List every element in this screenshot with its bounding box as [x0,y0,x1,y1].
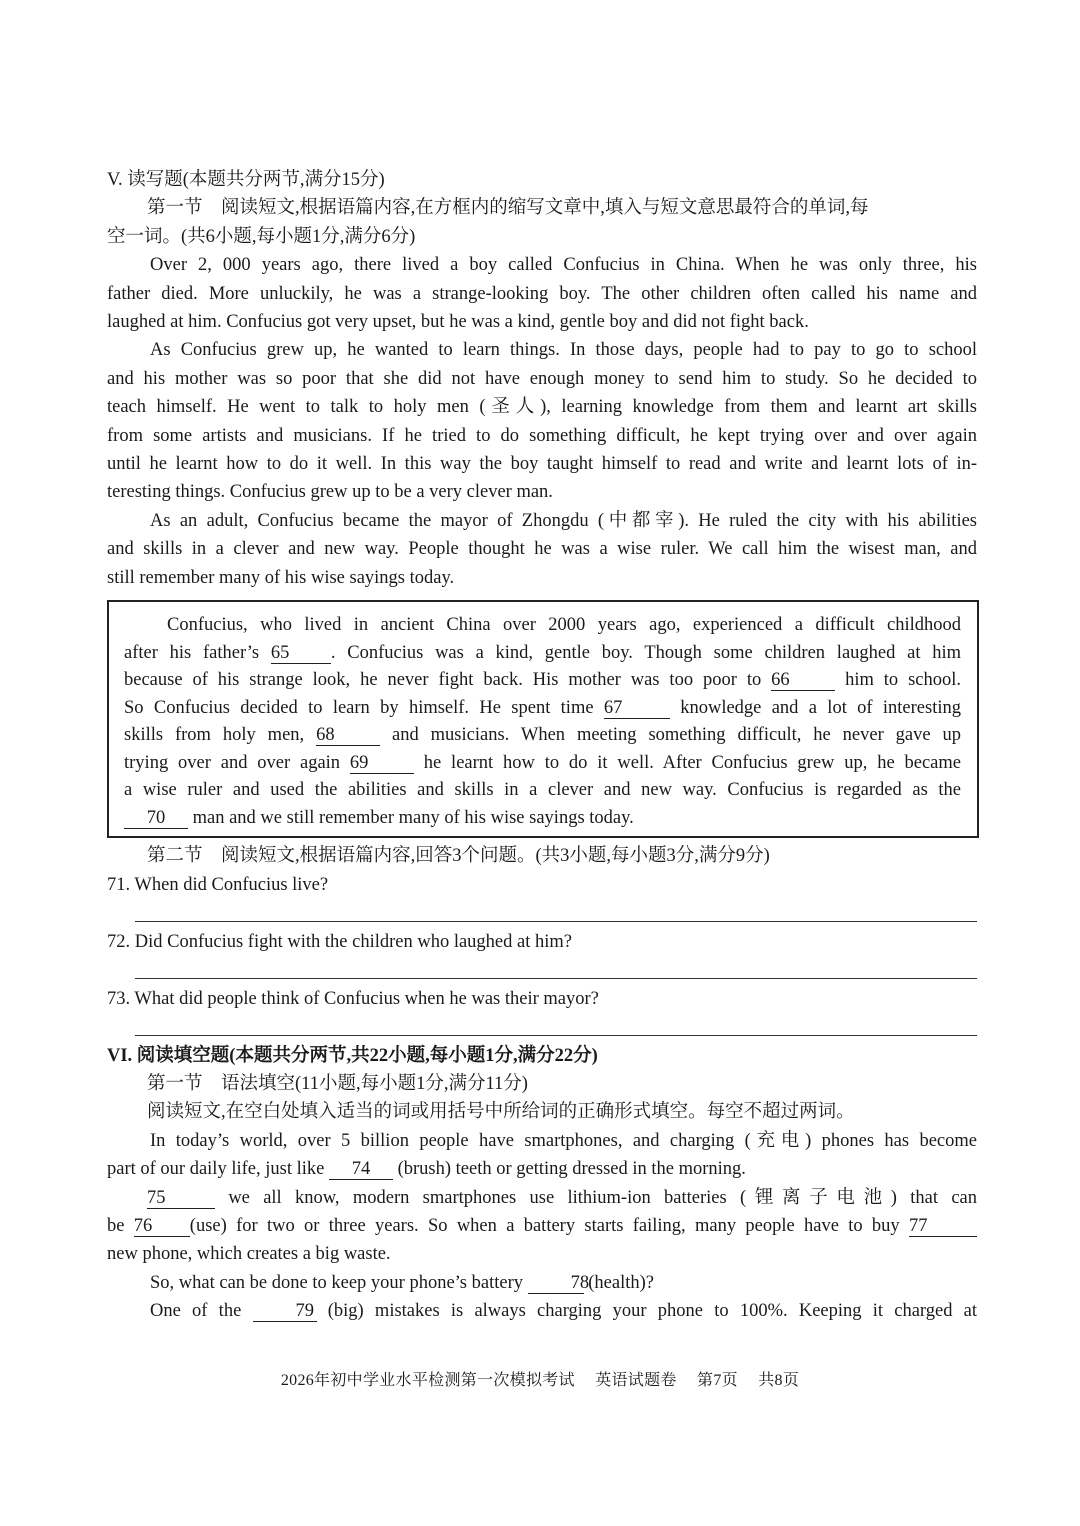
blank-67[interactable]: 67 [604,698,670,719]
grammar-text: part of our daily life, just like [107,1159,325,1180]
grammar-line: In today’s world, over 5 billion people have smartphones, and charging (充电) phones has become [150,1130,977,1151]
summary-text: man and we still remember many of his wise sayings today. [192,807,634,828]
grammar-text: (big) mistakes is always charging your phone to 100%. Keeping it charged at [327,1301,978,1322]
question-text: 73. What did people think of Confucius when he was their mayor? [107,988,599,1009]
summary-text: skills from holy men, [124,725,305,746]
grammar-line [107,1155,977,1183]
summary-line [124,722,961,750]
grammar-line [107,1184,977,1212]
summary-line [124,750,961,778]
question-72 [107,928,977,979]
passage-line: and his mother was so poor that she did not have enough money to send him to study. So he decided to [107,368,977,389]
question-71 [107,871,977,922]
passage-line: from some artists and musicians. If he tried to do something difficult, he kept trying over and over again [107,425,977,446]
summary-line [124,695,961,723]
exam-name: 2026年初中学业水平检测第一次模拟考试 [280,1372,575,1389]
answer-line-71[interactable] [135,899,977,922]
grammar-text: be [107,1215,125,1236]
part6-instruction: 阅读短文,在空白处填入适当的词或用括号中所给词的正确形式填空。每空不超过两词。 [147,1102,855,1123]
summary-line: Confucius, who lived in ancient China over 2000 years ago, experienced a difficult childhood [167,615,961,636]
exam-page [107,166,977,1326]
summary-box [107,600,979,838]
summary-text: him to school. [845,670,961,691]
summary-text: he learnt how to do it well. After Confucius grew up, he became [423,752,961,773]
blank-66[interactable]: 66 [771,670,835,691]
grammar-text: (use) for two or three years. So when a battery starts failing, many people have to buy [189,1215,900,1236]
part6-sec1-title: 第一节 语法填空(11小题,每小题1分,满分11分) [147,1073,528,1094]
page-number: 第7页 [697,1372,738,1389]
question-text: 72. Did Confucius fight with the children who laughed at him? [107,931,572,952]
summary-line [124,805,961,833]
passage-line: As Confucius grew up, he wanted to learn things. In those days, people had to pay to go to school [150,340,977,361]
summary-text: . Confucius was a kind, gentle boy. Though some children laughed at him [330,642,961,663]
answer-line-72[interactable] [135,956,977,979]
part5-sec1-instruction-cont: 空一词。(共6小题,每小题1分,满分6分) [107,226,416,247]
passage-line: teresting things. Confucius grew up to be a very clever man. [107,482,553,503]
page-footer [0,1367,1080,1395]
subject-name: 英语试题卷 [595,1372,677,1389]
page-total: 共8页 [758,1372,800,1389]
answer-line-73[interactable] [135,1013,977,1036]
blank-78[interactable]: 78 [528,1273,584,1294]
passage-line: and skills in a clever and new way. People thought he was a wise ruler. We call him the wisest man, and [107,539,977,560]
passage-line: still remember many of his wise sayings today. [107,567,455,588]
grammar-text: (health)? [588,1272,654,1293]
blank-76[interactable]: 76 [134,1216,190,1237]
part5-sec1-instruction: 第一节 阅读短文,根据语篇内容,在方框内的缩写文章中,填入与短文意思最符合的单词,每 [147,198,869,219]
summary-line [124,640,961,668]
grammar-text: One of the [150,1301,242,1322]
question-text: 71. When did Confucius live? [107,874,329,895]
grammar-text: (brush) teeth or getting dressed in the morning. [397,1159,746,1180]
blank-68[interactable]: 68 [316,725,380,746]
grammar-line [107,1269,977,1297]
passage-line: until he learnt how to do it well. In this way the boy taught himself to read and write and learnt lots of in- [107,454,977,475]
grammar-line [107,1297,977,1325]
passage-line: father died. More unluckily, he was a strange-looking boy. The other children often called his name and [107,283,977,304]
question-73 [107,985,977,1036]
summary-text: So Confucius decided to learn by himself. He spent time [124,697,594,718]
blank-75[interactable]: 75 [147,1188,215,1209]
reading-passage [107,251,977,592]
blank-69[interactable]: 69 [350,753,414,774]
summary-text: knowledge and a lot of interesting [680,697,961,718]
blank-70[interactable]: 70 [124,808,188,829]
grammar-line [107,1212,977,1240]
passage-line: laughed at him. Confucius got very upset, but he was a kind, gentle boy and did not fight back. [107,312,809,333]
blank-65[interactable]: 65 [271,643,331,664]
part5-sec2-instruction: 第二节 阅读短文,根据语篇内容,回答3个问题。(共3小题,每小题3分,满分9分) [147,846,770,867]
passage-line: teach himself. He went to talk to holy men (圣人), learning knowledge from them and learnt art skills [107,397,977,418]
blank-74[interactable]: 74 [329,1159,393,1180]
passage-line: As an adult, Confucius became the mayor of Zhongdu (中都宰). He ruled the city with his abilities [150,510,977,531]
grammar-line: new phone, which creates a big waste. [107,1244,391,1265]
grammar-text: So, what can be done to keep your phone’s battery [150,1272,523,1293]
passage-line: Over 2, 000 years ago, there lived a boy called Confucius in China. When he was only three, his [150,255,977,276]
grammar-text: we all know, modern smartphones use lithium-ion batteries (锂离子电池) that can [228,1187,977,1208]
part6-title: VI. 阅读填空题(本题共分两节,共22小题,每小题1分,满分22分) [107,1045,598,1066]
summary-line [124,667,961,695]
summary-text: trying over and over again [124,752,341,773]
summary-line: a wise ruler and used the abilities and skills in a clever and new way. Confucius is regarded as the [124,780,961,801]
summary-text: and musicians. When meeting something difficult, he never gave up [392,725,961,746]
summary-text: after his father’s [124,642,260,663]
blank-79[interactable]: 79 [253,1301,317,1322]
part5-title: V. 读写题(本题共分两节,满分15分) [107,170,385,190]
blank-77[interactable]: 77 [909,1216,977,1237]
summary-text: because of his strange look, he never fight back. His mother was too poor to [124,670,762,691]
